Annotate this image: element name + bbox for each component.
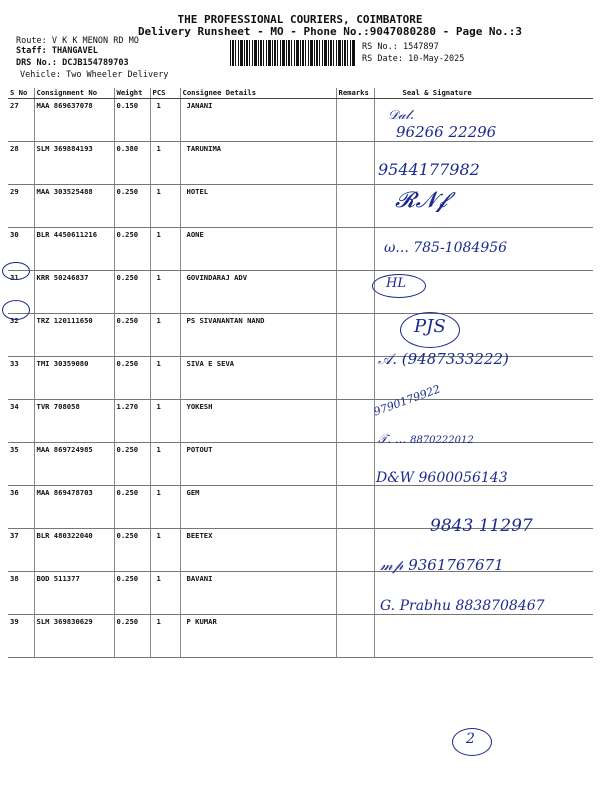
col-weight: Weight [114, 88, 150, 99]
sig-35-number: 8870222012 [410, 435, 474, 446]
row-consignee: BAVANI [180, 572, 336, 615]
signature-30 [384, 240, 507, 256]
row-consignment-no: MAA 869478703 [34, 486, 114, 529]
row-weight: 0.380 [114, 142, 150, 185]
row-weight: 0.150 [114, 99, 150, 142]
col-sno: S No [8, 88, 34, 99]
row-consignee: AONE [180, 228, 336, 271]
signature-32: PJS [414, 316, 446, 337]
signature-31: HL [386, 276, 406, 291]
page-number-handwritten: 2 [466, 731, 475, 747]
table-row [8, 271, 593, 314]
row-sno: 34 [8, 400, 34, 443]
row-sno: 31 [8, 271, 34, 314]
row-consignment-no: TVR 708058 [34, 400, 114, 443]
row-pcs: 1 [150, 271, 180, 314]
table-row [8, 400, 593, 443]
row-consignee: GEM [180, 486, 336, 529]
row-pcs: 1 [150, 228, 180, 271]
row-consignment-no: KRR 50246837 [34, 271, 114, 314]
col-consignee: Consignee Details [180, 88, 336, 99]
vehicle-value: Two Wheeler Delivery [66, 70, 169, 80]
row-weight: 0.250 [114, 228, 150, 271]
row-remarks [336, 357, 374, 400]
row-pcs: 1 [150, 357, 180, 400]
row-remarks [336, 228, 374, 271]
row-consignee: JANANI [180, 99, 336, 142]
table-row [8, 615, 593, 658]
row-pcs: 1 [150, 443, 180, 486]
row-consignee: GOVINDARAJ ADV [180, 271, 336, 314]
col-signature: Seal & Signature [374, 88, 593, 99]
signature-27 [388, 108, 496, 141]
row-consignment-no: TMI 30359080 [34, 357, 114, 400]
rs-no-label: RS No.: [362, 42, 398, 52]
row-pcs: 1 [150, 185, 180, 228]
row-sno: 27 [8, 99, 34, 142]
row-consignee: PS SIVANANTAN NAND [180, 314, 336, 357]
vehicle-label: Vehicle: [20, 70, 61, 80]
row-pcs: 1 [150, 142, 180, 185]
row-weight: 0.250 [114, 314, 150, 357]
rs-no-value: 1547897 [402, 42, 439, 52]
row-consignee: SIVA E SEVA [180, 357, 336, 400]
staff-value: THANGAVEL [51, 46, 98, 56]
row-consignment-no: TRZ 120111650 [34, 314, 114, 357]
row-remarks [336, 529, 374, 572]
row-remarks [336, 615, 374, 658]
row-sno: 28 [8, 142, 34, 185]
drs-label: DRS No.: [16, 58, 57, 68]
col-remarks: Remarks [336, 88, 374, 99]
runsheet-title: Delivery Runsheet - MO - Phone No.:9047080280 - Page No.:3 [137, 25, 523, 38]
signature-28: 9544177982 [378, 160, 480, 179]
table-row [8, 185, 593, 228]
signature-35 [378, 432, 474, 447]
row-weight: 0.250 [114, 615, 150, 658]
route-value: V K K MENON RD MO [51, 36, 139, 46]
row-remarks [336, 185, 374, 228]
row-pcs: 1 [150, 400, 180, 443]
row-remarks [336, 572, 374, 615]
row-consignment-no: BLR 4450611216 [34, 228, 114, 271]
signature-37: 9843 11297 [430, 516, 533, 536]
rs-no-line [362, 42, 439, 52]
sno-32-circle [2, 300, 30, 320]
row-pcs: 1 [150, 99, 180, 142]
route-label: Route: [16, 36, 47, 46]
sig-38-mark: 𝓂𝓅 [380, 556, 404, 574]
staff-label: Staff: [16, 46, 47, 56]
row-sno: 36 [8, 486, 34, 529]
row-remarks [336, 142, 374, 185]
sno-31-circle [2, 262, 30, 280]
row-remarks [336, 486, 374, 529]
col-consignment: Consignment No [34, 88, 114, 99]
signature-38 [380, 556, 504, 574]
row-sno: 29 [8, 185, 34, 228]
row-weight: 0.250 [114, 529, 150, 572]
row-pcs: 1 [150, 572, 180, 615]
row-pcs: 1 [150, 529, 180, 572]
sig-33-name: 𝒜. [378, 350, 397, 368]
row-consignment-no: BLR 480322040 [34, 529, 114, 572]
row-sno: 32 [8, 314, 34, 357]
staff-line [16, 46, 98, 56]
route-line [16, 36, 139, 46]
row-consignment-no: SLM 369830629 [34, 615, 114, 658]
row-consignee: POTOUT [180, 443, 336, 486]
col-pcs: PCS [150, 88, 180, 99]
row-consignee: BEETEX [180, 529, 336, 572]
row-weight: 1.270 [114, 400, 150, 443]
signature-39: G. Prabhu 8838708467 [380, 598, 545, 614]
table-row [8, 99, 593, 142]
row-sno: 37 [8, 529, 34, 572]
row-sno: 30 [8, 228, 34, 271]
row-remarks [336, 314, 374, 357]
drs-line [16, 58, 129, 68]
row-consignment-no: MAA 869637078 [34, 99, 114, 142]
sig-35-name: 𝒯. ... [378, 432, 407, 446]
barcode [230, 40, 356, 66]
row-weight: 0.250 [114, 486, 150, 529]
row-consignment-no: SLM 369884193 [34, 142, 114, 185]
row-pcs: 1 [150, 486, 180, 529]
sig-27-number: 96266 22296 [396, 123, 497, 141]
row-remarks [336, 271, 374, 314]
table-row [8, 142, 593, 185]
row-weight: 0.250 [114, 271, 150, 314]
sig-30-name: ω... [384, 240, 409, 256]
row-signature [374, 615, 593, 658]
row-consignment-no: BOD 511377 [34, 572, 114, 615]
signature-36: D&W 9600056143 [376, 470, 508, 486]
rs-date-label: RS Date: [362, 54, 403, 64]
row-consignee: P KUMAR [180, 615, 336, 658]
company-name: THE PROFESSIONAL COURIERS, COIMBATORE [177, 13, 423, 26]
row-remarks [336, 99, 374, 142]
row-sno: 33 [8, 357, 34, 400]
table-header-row [8, 88, 593, 99]
row-remarks [336, 443, 374, 486]
signature-29: 𝓡𝓝𝓯 [395, 188, 448, 213]
runsheet-table [8, 88, 593, 658]
row-weight: 0.250 [114, 357, 150, 400]
rs-date-value: 10-May-2025 [408, 54, 465, 64]
row-weight: 0.250 [114, 443, 150, 486]
row-sno: 35 [8, 443, 34, 486]
row-pcs: 1 [150, 314, 180, 357]
row-sno: 39 [8, 615, 34, 658]
signature-34: 9790179922 [371, 382, 443, 419]
signature-33 [378, 350, 509, 368]
row-remarks [336, 400, 374, 443]
row-weight: 0.250 [114, 185, 150, 228]
row-pcs: 1 [150, 615, 180, 658]
row-consignee: YOKESH [180, 400, 336, 443]
sig-27-mark: 𝒟𝒶𝓁. [388, 108, 414, 123]
row-consignee: HOTEL [180, 185, 336, 228]
rs-date-line [362, 54, 464, 64]
row-consignment-no: MAA 303525488 [34, 185, 114, 228]
sig-30-number: 785-1084956 [413, 240, 508, 256]
sig-38-number: 9361767671 [408, 556, 504, 574]
row-sno: 38 [8, 572, 34, 615]
row-weight: 0.250 [114, 572, 150, 615]
row-consignment-no: MAA 869724985 [34, 443, 114, 486]
row-consignee: TARUNIMA [180, 142, 336, 185]
drs-value: DCJB154789703 [62, 58, 129, 68]
vehicle-line [20, 70, 168, 80]
sig-33-number: (9487333222) [401, 350, 509, 368]
